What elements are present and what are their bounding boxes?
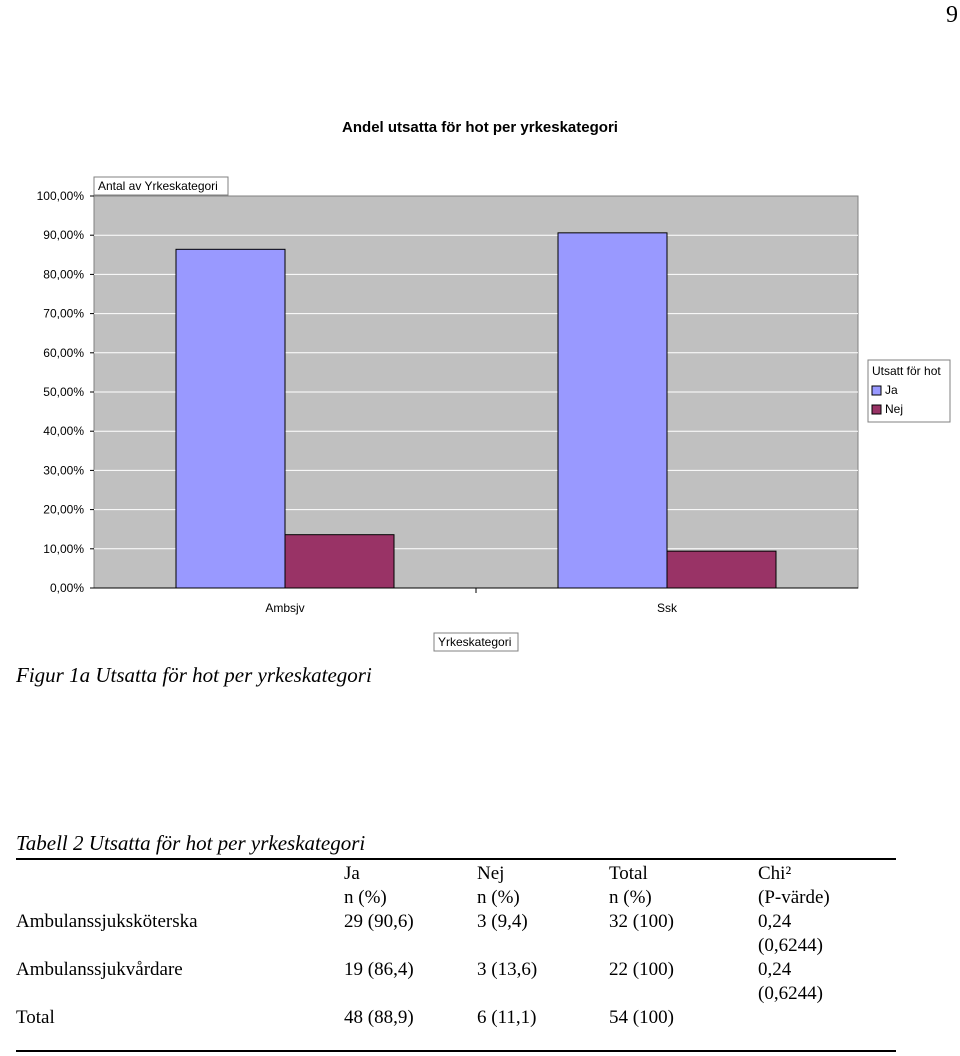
legend-label-ja: Ja	[885, 383, 898, 397]
subheader-nej: n (%)	[477, 887, 520, 908]
subheader-total: n (%)	[609, 887, 652, 908]
legend-label-nej: Nej	[885, 402, 904, 416]
header-total: Total	[609, 863, 648, 884]
page-number: 9	[946, 2, 958, 28]
subheader-ja: n (%)	[344, 887, 387, 908]
y-tick-label: 50,00%	[43, 385, 84, 399]
subheader-chi: (P-värde)	[758, 887, 830, 908]
y-tick-label: 0,00%	[49, 581, 84, 595]
y-tick-label: 80,00%	[43, 267, 84, 282]
row-nej: 3 (13,6)	[477, 959, 538, 980]
y-tick-label: 10,00%	[43, 541, 84, 556]
y-tick-label: 40,00%	[43, 424, 84, 439]
row-chi: 0,24	[758, 911, 792, 932]
pivot-field-label: Antal av Yrkeskategori	[98, 179, 218, 193]
x-tick-label: Ssk	[656, 601, 678, 615]
y-tick-label: 30,00%	[43, 463, 84, 478]
header-nej: Nej	[477, 863, 505, 884]
y-tick-label: 100,00%	[36, 189, 84, 203]
row-label: Ambulanssjukvårdare	[16, 959, 183, 980]
row-ja: 19 (86,4)	[344, 959, 414, 980]
row-p-value: (0,6244)	[758, 983, 823, 1004]
row-ja: 48 (88,9)	[344, 1007, 414, 1028]
row-p-value: (0,6244)	[758, 935, 823, 956]
row-total: 22 (100)	[609, 959, 674, 980]
bar-chart	[0, 160, 960, 660]
row-ja: 29 (90,6)	[344, 911, 414, 932]
bar-nej-ssk	[667, 551, 776, 588]
x-axis-label: Yrkeskategori	[438, 635, 512, 649]
bar-nej-ambsjv	[285, 535, 394, 588]
y-tick-label: 70,00%	[43, 306, 84, 321]
row-total: 32 (100)	[609, 911, 674, 932]
row-label: Ambulanssjuksköterska	[16, 911, 198, 932]
bar-ja-ssk	[558, 233, 667, 588]
table-caption: Tabell 2 Utsatta för hot per yrkeskategori	[16, 831, 366, 855]
table-bottom-rule	[16, 1050, 896, 1052]
row-nej: 3 (9,4)	[477, 911, 528, 932]
header-chi: Chi²	[758, 863, 792, 884]
figure-caption: Figur 1a Utsatta för hot per yrkeskategori	[16, 663, 372, 687]
y-tick-label: 90,00%	[43, 228, 84, 243]
chart-title: Andel utsatta för hot per yrkeskategori	[342, 119, 618, 136]
legend-swatch-nej	[872, 405, 881, 414]
y-tick-label: 60,00%	[43, 345, 84, 360]
header-ja: Ja	[344, 863, 360, 884]
row-total: 54 (100)	[609, 1007, 674, 1028]
row-chi: 0,24	[758, 959, 792, 980]
legend-title: Utsatt för hot	[872, 364, 941, 378]
x-tick-label: Ambsjv	[265, 601, 305, 615]
y-tick-label: 20,00%	[43, 502, 84, 517]
row-label: Total	[16, 1007, 55, 1028]
legend-swatch-ja	[872, 386, 881, 395]
table-top-rule	[16, 858, 896, 860]
row-nej: 6 (11,1)	[477, 1007, 537, 1028]
bar-ja-ambsjv	[176, 249, 285, 588]
